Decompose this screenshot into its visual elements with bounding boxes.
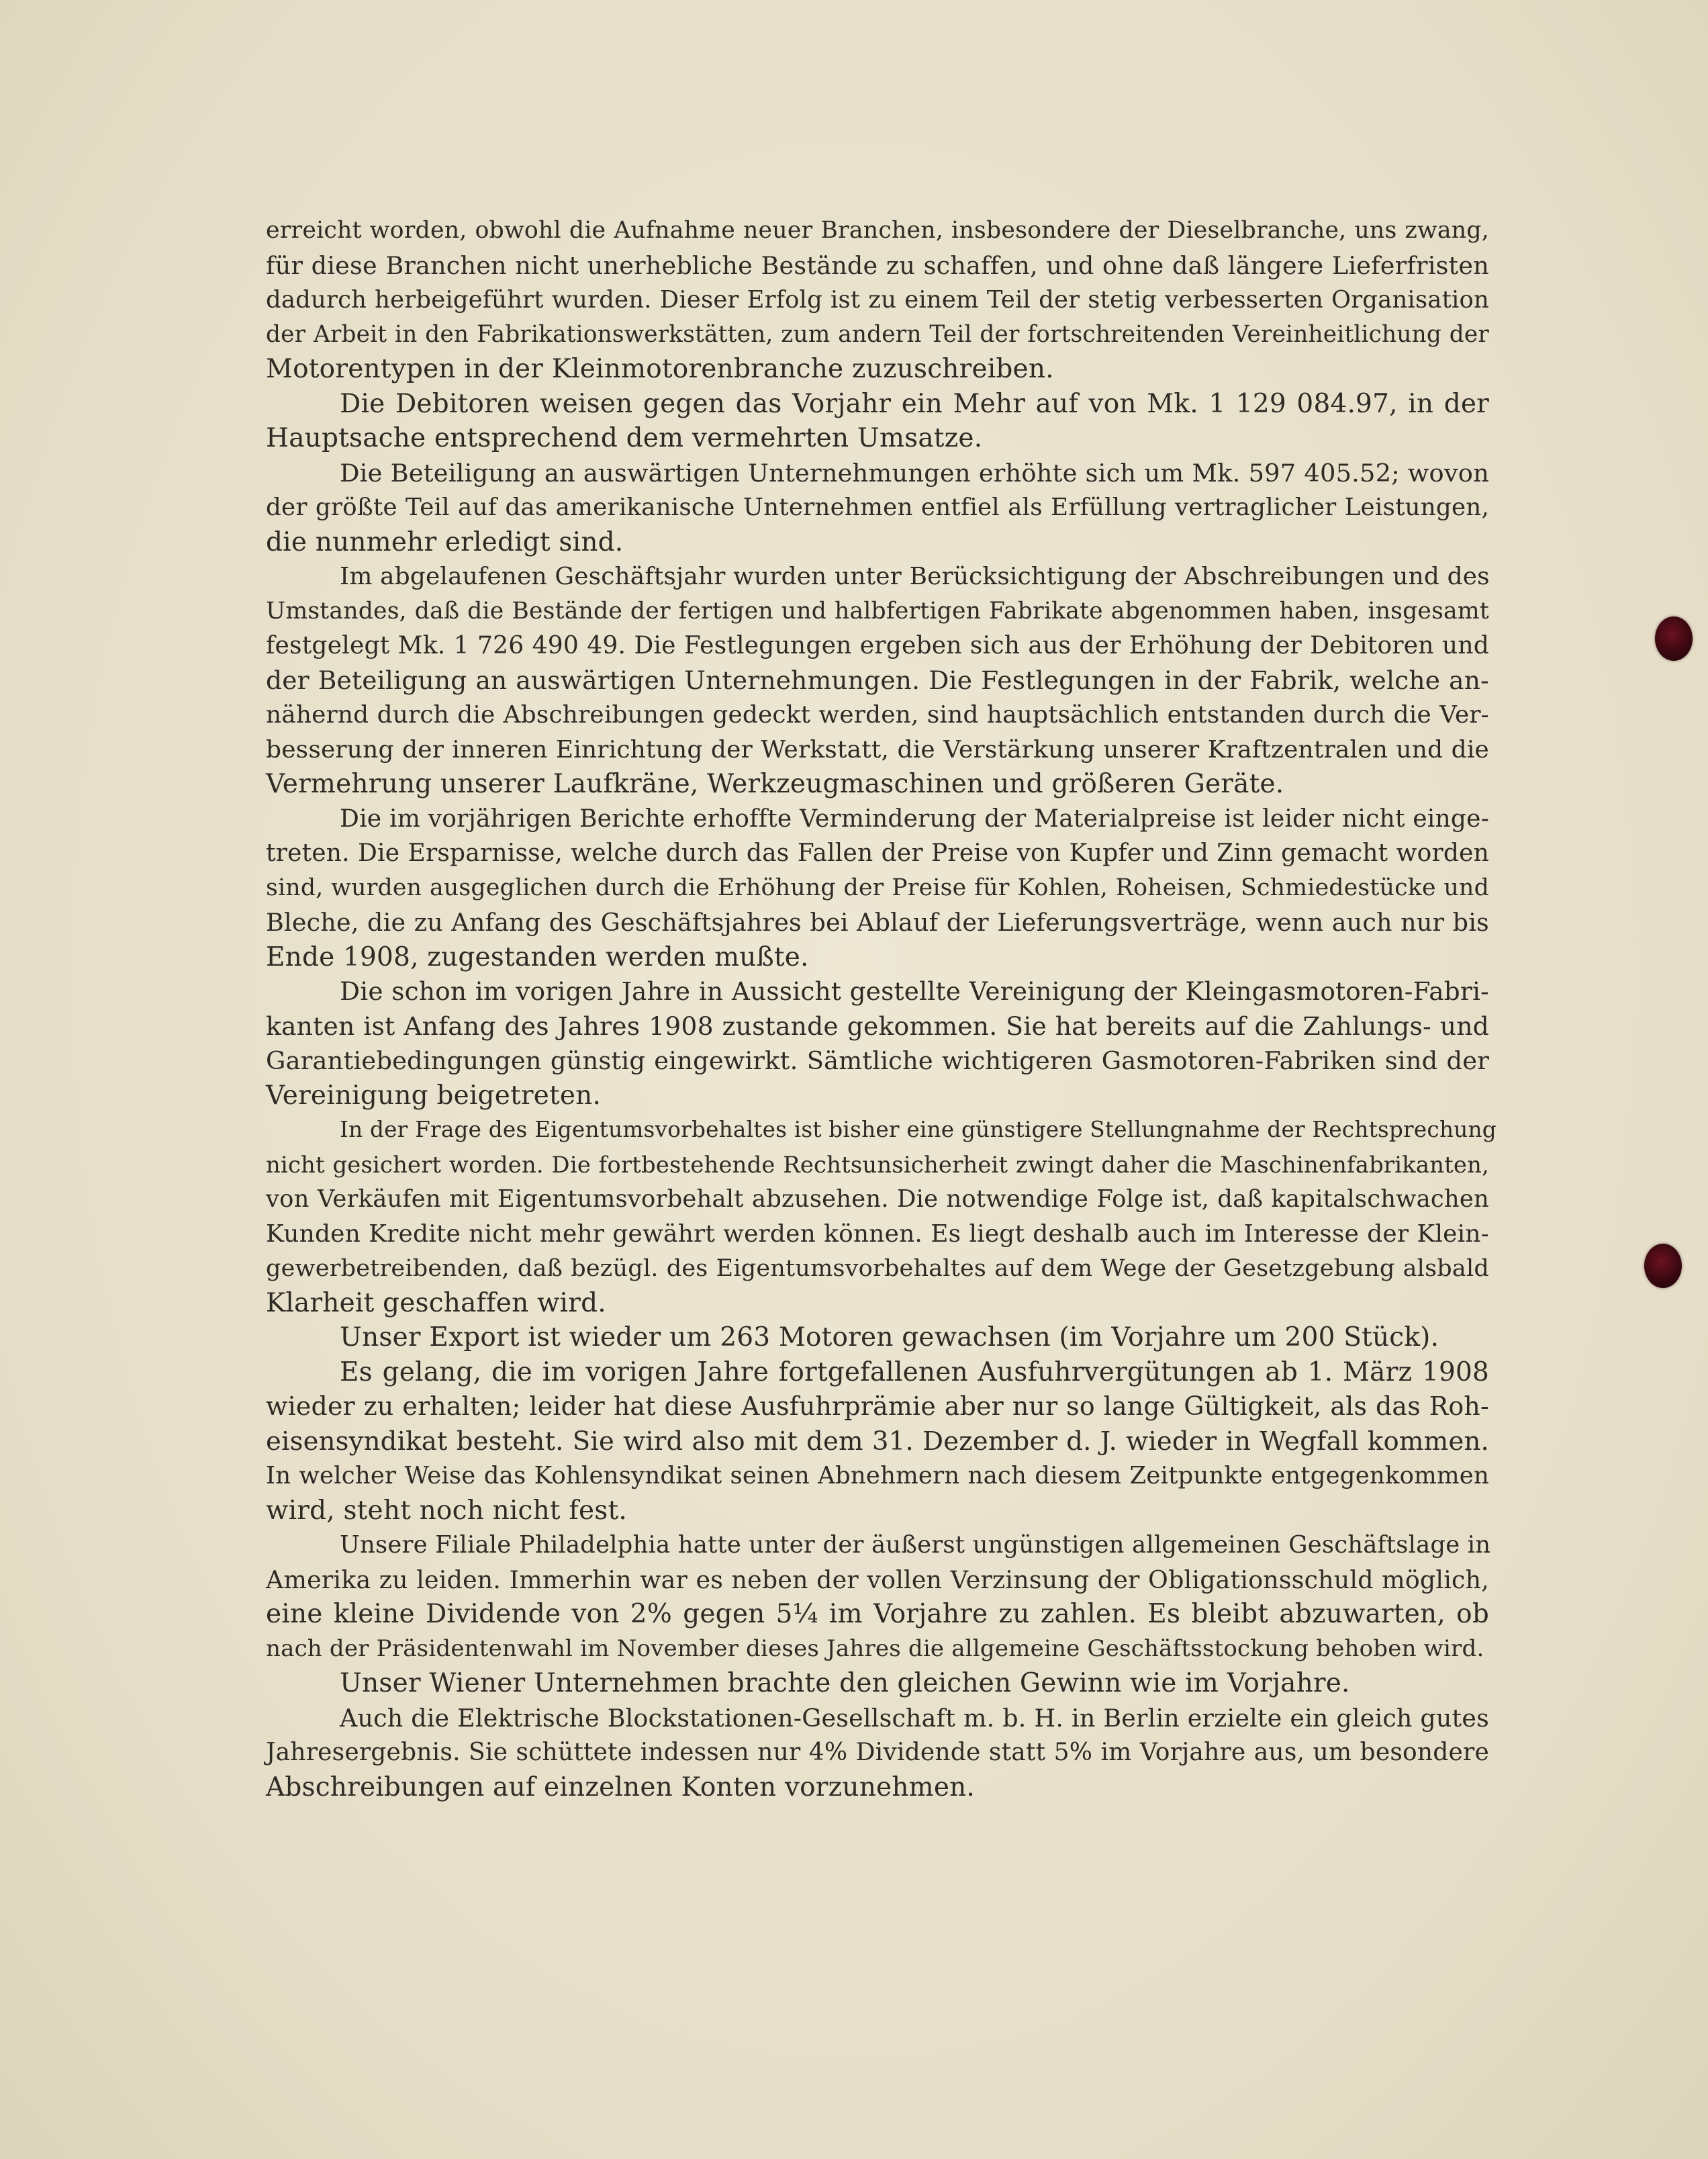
paragraph — [266, 802, 1489, 975]
text-line: Jahresergebnis. Sie schüttete indessen nur 4% Dividende statt 5% im Vorjahre aus, um besondere — [266, 1739, 1489, 1766]
text-line: Abschreibungen auf einzelnen Konten vorzunehmen. — [266, 1772, 976, 1802]
text-line: In welcher Weise das Kohlensyndikat seinen Abnehmern nach diesem Zeitpunkte entgegenkommen — [266, 1462, 1489, 1489]
text-line: Auch die Elektrische Blockstationen-Gesellschaft m. b. H. in Berlin erzielte ein gleich gutes — [340, 1703, 1489, 1733]
text-line: Hauptsache entsprechend dem vermehrten Umsatze. — [266, 423, 983, 453]
paragraph — [266, 1701, 1489, 1805]
document-body — [266, 214, 1497, 1804]
text-line: nach der Präsidentenwahl im November dieses Jahres die allgemeine Geschäftsstockung behoben wird. — [266, 1635, 1484, 1662]
text-line: nähernd durch die Abschreibungen gedeckt werden, sind hauptsächlich entstanden durch die Ver- — [266, 701, 1489, 729]
text-line: Unsere Filiale Philadelphia hatte unter der äußerst ungünstigen allgemeinen Geschäftslage in — [340, 1531, 1491, 1559]
text-line: sind, wurden ausgeglichen durch die Erhöhung der Preise für Kohlen, Roheisen, Schmiedestücke und — [266, 874, 1489, 901]
text-line: Es gelang, die im vorigen Jahre fortgefallenen Ausfuhrvergütungen ab 1. März 1908 — [340, 1357, 1489, 1387]
text-line: kanten ist Anfang des Jahres 1908 zustande gekommen. Sie hat bereits auf die Zahlungs- und — [266, 1011, 1489, 1041]
text-line: Die im vorjährigen Berichte erhoffte Verminderung der Materialpreise ist leider nicht einge- — [340, 805, 1489, 833]
text-line: die nunmehr erledigt sind. — [266, 526, 624, 557]
paragraph — [266, 974, 1489, 1113]
text-line: dadurch herbeigeführt wurden. Dieser Erfolg ist zu einem Teil der stetig verbesserten Organisation — [266, 286, 1489, 314]
binding-hole-upper — [1655, 616, 1693, 661]
paragraph — [266, 559, 1489, 802]
text-line: Kunden Kredite nicht mehr gewährt werden können. Es liegt deshalb auch im Interesse der Klein- — [266, 1220, 1489, 1248]
paragraph — [266, 1528, 1489, 1666]
text-line: von Verkäufen mit Eigentumsvorbehalt abzusehen. Die notwendige Folge ist, daß kapitalschwachen — [266, 1185, 1489, 1213]
text-line: treten. Die Ersparnisse, welche durch das Fallen der Preise von Kupfer und Zinn gemacht worden — [266, 839, 1489, 867]
text-line: Vereinigung beigetreten. — [266, 1080, 602, 1111]
text-line: für diese Branchen nicht unerhebliche Bestände zu schaffen, und ohne daß längere Lieferfristen — [266, 250, 1489, 280]
text-line: besserung der inneren Einrichtung der Werkstatt, die Verstärkung unserer Kraftzentralen und die — [266, 735, 1489, 764]
paragraph — [266, 1666, 1489, 1701]
text-line: Garantiebedingungen günstig eingewirkt. Sämtliche wichtigeren Gasmotoren-Fabriken sind der — [266, 1046, 1489, 1075]
text-line: Die Debitoren weisen gegen das Vorjahr ein Mehr auf von Mk. 1 129 084.97, in der — [340, 388, 1489, 419]
paragraph — [266, 1320, 1489, 1355]
text-line: Ende 1908, zugestanden werden mußte. — [266, 941, 809, 972]
paragraph — [266, 456, 1489, 560]
text-line: Die schon im vorigen Jahre in Aussicht gestellte Vereinigung der Kleingasmotoren-Fabri- — [340, 976, 1489, 1006]
text-line: wieder zu erhalten; leider hat diese Ausfuhrprämie aber nur so lange Gültigkeit, als das Roh- — [266, 1391, 1489, 1421]
text-line: nicht gesichert worden. Die fortbestehende Rechtsunsicherheit zwingt daher die Maschinenfabrikanten, — [266, 1151, 1489, 1178]
text-line: Klarheit geschaffen wird. — [266, 1287, 606, 1318]
text-line: Bleche, die zu Anfang des Geschäftsjahres bei Ablauf der Lieferungsverträge, wenn auch nur bis — [266, 908, 1489, 937]
text-line: der Beteiligung an auswärtigen Unternehmungen. Die Festlegungen in der Fabrik, welche an- — [266, 665, 1489, 695]
paragraph — [266, 387, 1489, 456]
text-line: gewerbetreibenden, daß bezügl. des Eigentumsvorbehaltes auf dem Wege der Gesetzgebung alsbald — [266, 1254, 1489, 1282]
text-line: erreicht worden, obwohl die Aufnahme neuer Branchen, insbesondere der Dieselbranche, uns zwang, — [266, 217, 1489, 244]
text-line: eine kleine Dividende von 2% gegen 5¼ im Vorjahre zu zahlen. Es bleibt abzuwarten, ob — [266, 1599, 1489, 1629]
text-line: Unser Export ist wieder um 263 Motoren gewachsen (im Vorjahre um 200 Stück). — [340, 1322, 1439, 1352]
paragraph — [266, 1113, 1497, 1320]
text-line: Die Beteiligung an auswärtigen Unternehmungen erhöhte sich um Mk. 597 405.52; wovon — [340, 458, 1489, 488]
text-line: Motorentypen in der Kleinmotorenbranche zuzuschreiben. — [266, 354, 1054, 384]
text-line: festgelegt Mk. 1 726 490 49. Die Festlegungen ergeben sich aus der Erhöhung der Debitoren und — [266, 632, 1489, 659]
text-line: Vermehrung unserer Laufkräne, Werkzeugmaschinen und größeren Geräte. — [266, 769, 1284, 799]
text-line: eisensyndikat besteht. Sie wird also mit dem 31. Dezember d. J. wieder in Wegfall kommen. — [266, 1426, 1489, 1457]
text-line: In der Frage des Eigentumsvorbehaltes ist bisher eine günstigere Stellungnahme der Rechtsprechung — [340, 1117, 1497, 1142]
paragraph — [266, 1355, 1489, 1528]
text-line: der größte Teil auf das amerikanische Unternehmen entfiel als Erfüllung vertraglicher Leistungen, — [266, 494, 1489, 521]
paragraph — [266, 214, 1489, 387]
text-line: der Arbeit in den Fabrikationswerkstätten, zum andern Teil der fortschreitenden Vereinheitlichung der — [266, 320, 1489, 348]
text-line: Unser Wiener Unternehmen brachte den gleichen Gewinn wie im Vorjahre. — [340, 1668, 1350, 1698]
text-line: wird, steht noch nicht fest. — [266, 1495, 627, 1526]
binding-hole-lower — [1644, 1244, 1682, 1288]
text-line: Amerika zu leiden. Immerhin war es neben der vollen Verzinsung der Obligationsschuld möglich, — [266, 1565, 1489, 1594]
text-line: Im abgelaufenen Geschäftsjahr wurden unter Berücksichtigung der Abschreibungen und des — [340, 563, 1490, 590]
text-line: Umstandes, daß die Bestände der fertigen und halbfertigen Fabrikate abgenommen haben, insgesamt — [266, 597, 1489, 625]
